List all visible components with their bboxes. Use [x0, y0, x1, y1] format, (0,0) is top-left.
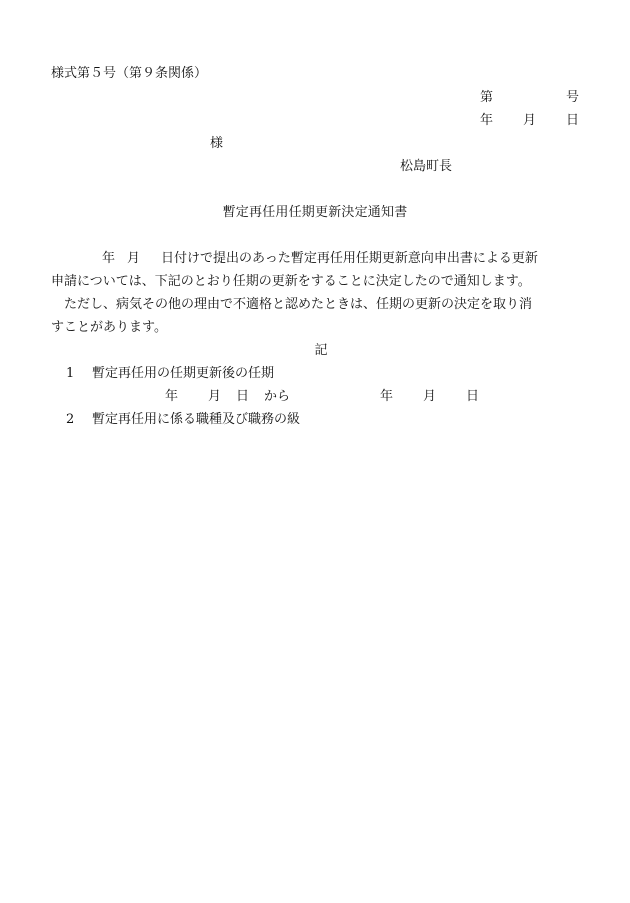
- issue-date-day: 日: [566, 113, 580, 128]
- issue-number-suffix: 号: [566, 90, 580, 105]
- document-title: 暫定再任用任期更新決定通知書: [222, 205, 408, 220]
- term-to-year: 年: [380, 389, 394, 404]
- issue-date-year: 年: [480, 113, 494, 128]
- item-number: 1: [66, 366, 75, 381]
- paragraph1-line1-text: 日付けで提出のあった暫定再任用任期更新意向申出書による更新: [161, 251, 538, 266]
- issuer-name: 松島町長: [400, 159, 453, 174]
- item-text: 暫定再任用の任期更新後の任期: [92, 366, 275, 381]
- paragraph2-line1: ただし、病気その他の理由で不適格と認めたときは、任期の更新の決定を取り消: [51, 297, 533, 312]
- issue-date-month: 月: [523, 113, 537, 128]
- term-to-day: 日: [466, 389, 480, 404]
- form-number: 様式第５号（第９条関係）: [51, 66, 208, 81]
- ki-heading: 記: [314, 343, 328, 358]
- paragraph1-line1: [51, 252, 578, 266]
- term-from-month: 月: [208, 389, 222, 404]
- term-to-month: 月: [423, 389, 437, 404]
- addressee-honorific: 様: [210, 136, 224, 151]
- term-from-day: 日: [236, 389, 250, 404]
- item-text: 暫定再任用に係る職種及び職務の級: [92, 412, 301, 427]
- term-from-label: から: [264, 389, 291, 404]
- issue-number-prefix: 第: [480, 90, 494, 105]
- paragraph2-line2: すことがあります。: [51, 320, 167, 335]
- paragraph1-month: 月: [127, 251, 141, 266]
- paragraph1-year: 年: [102, 251, 116, 266]
- item-number: 2: [66, 412, 75, 427]
- term-from-year: 年: [165, 389, 179, 404]
- paragraph1-line2: 申請については、下記のとおり任期の更新をすることに決定したので通知します。: [51, 274, 531, 289]
